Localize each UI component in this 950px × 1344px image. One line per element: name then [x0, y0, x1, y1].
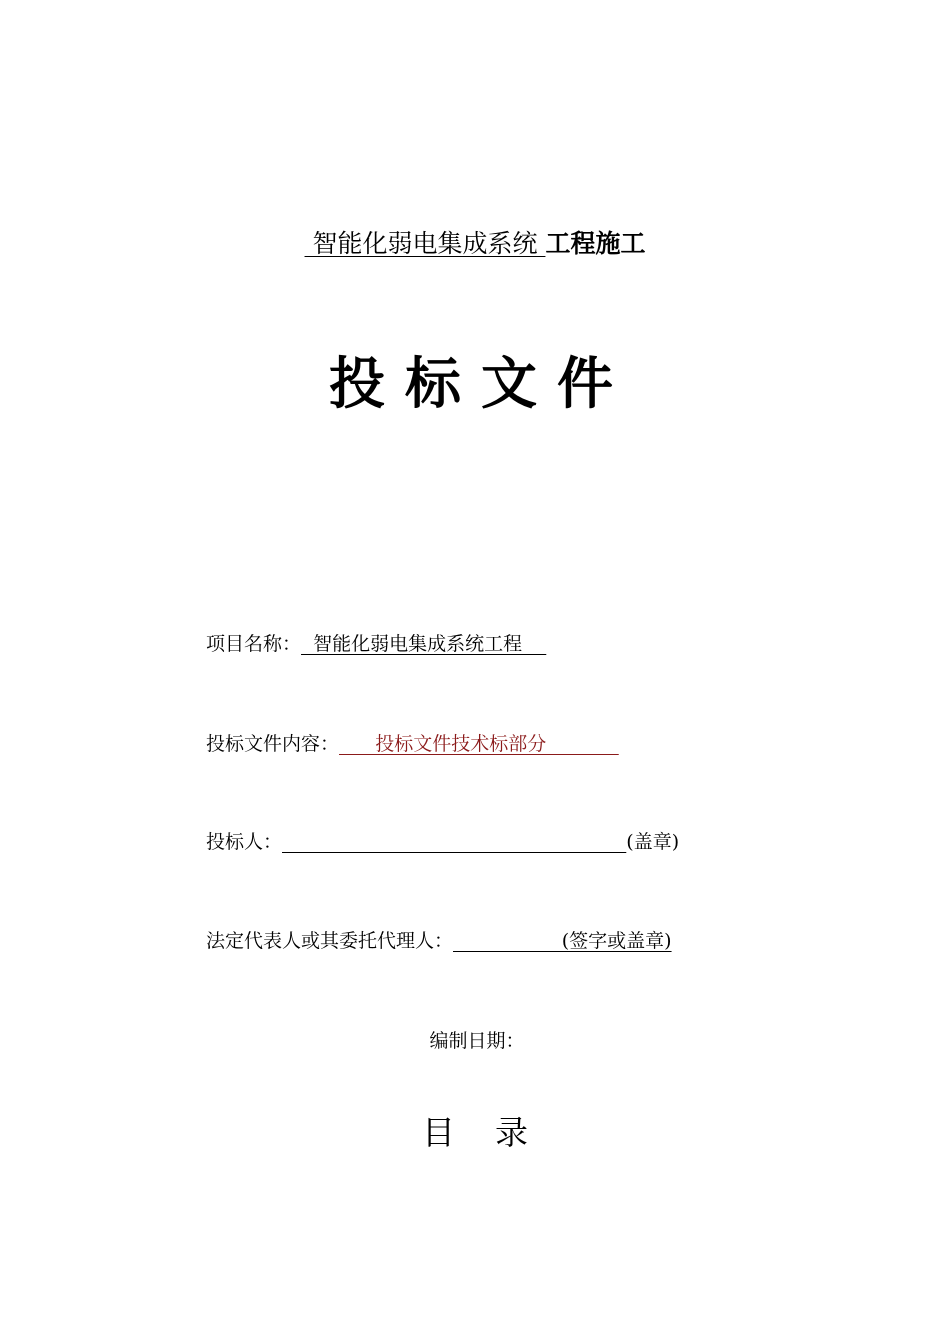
document-subtitle [0, 226, 950, 262]
bidder-label: 投标人： [206, 831, 283, 853]
bidder-row [206, 828, 679, 856]
bidder-blank [282, 831, 626, 853]
document-content-label: 投标文件内容： [206, 733, 340, 755]
subtitle-project-name: 智能化弱电集成系统 [304, 229, 546, 258]
subtitle-work-type: 工程施工 [545, 229, 646, 258]
table-of-contents-title: 目录 [422, 1113, 568, 1152]
legal-representative-value: (签字或盖章) [453, 930, 672, 952]
document-content-row [206, 730, 619, 758]
legal-representative-label: 法定代表人或其委托代理人： [206, 930, 454, 952]
legal-representative-row [206, 927, 672, 955]
document-title: 投标文件 [329, 351, 633, 417]
bidder-seal-note: (盖章) [626, 831, 680, 853]
project-name-row [206, 630, 546, 658]
project-name-value: 智能化弱电集成系统工程 [301, 633, 547, 655]
document-content-value: 投标文件技术标部分 [339, 733, 619, 755]
compile-date-label: 编制日期： [429, 1030, 525, 1052]
project-name-label: 项目名称： [206, 633, 302, 655]
